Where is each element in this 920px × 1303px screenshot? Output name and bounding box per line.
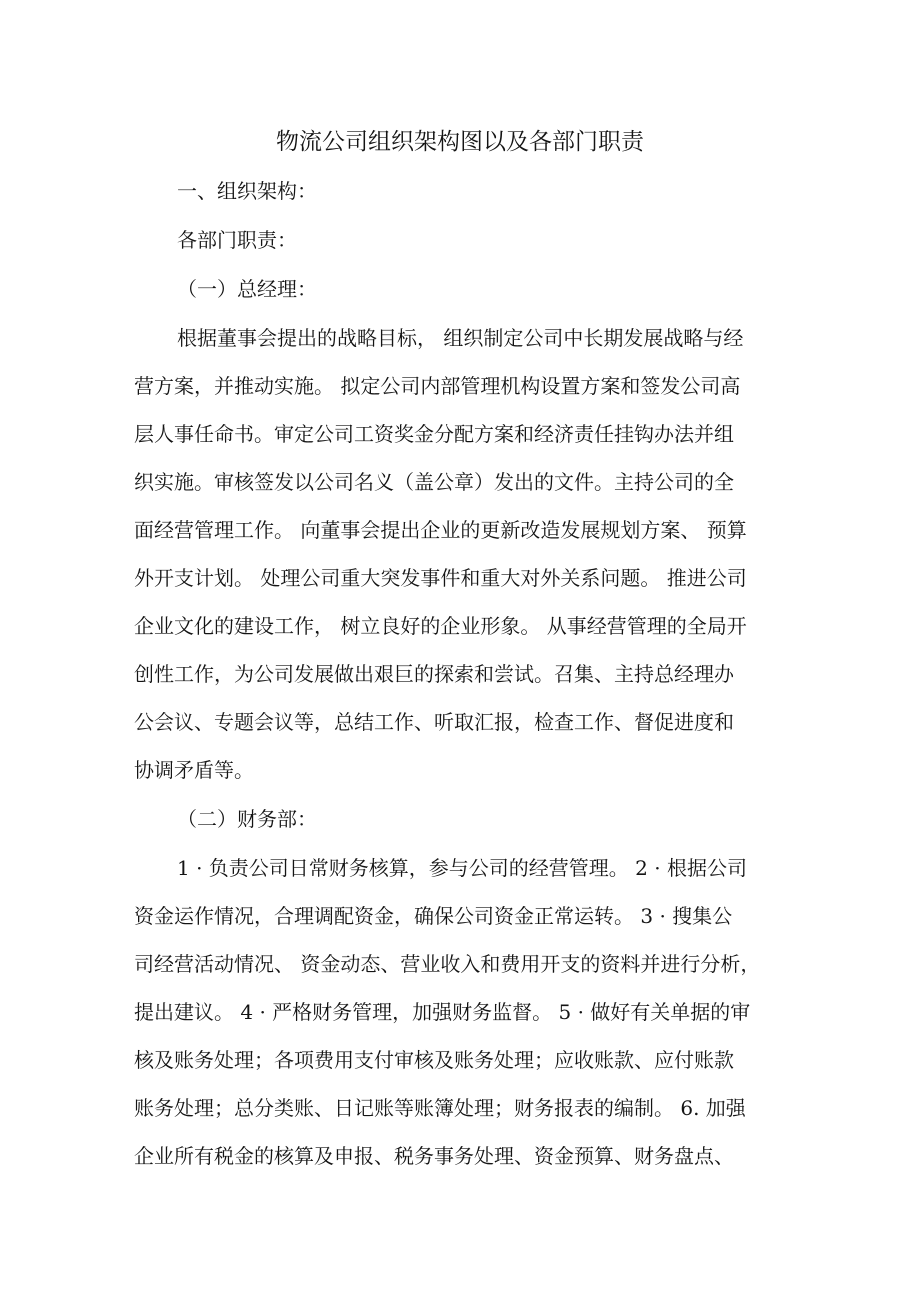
finance-paragraph-line: 资金运作情况，合理调配资金，确保公司资金正常运转。 3 · 搜集公	[134, 904, 733, 928]
finance-paragraph-line: 核及账务处理；各项费用支付审核及账务处理；应收账款、应付账款	[134, 1048, 734, 1072]
finance-paragraph-line: 提出建议。 4 · 严格财务管理，加强财务监督。 5 · 做好有关单据的审	[134, 1000, 751, 1024]
gm-paragraph-line: 外开支计划。 处理公司重大突发事件和重大对外关系问题。 推进公司	[134, 566, 747, 590]
gm-paragraph-line: 层人事任命书。审定公司工资奖金分配方案和经济责任挂钩办法并组	[134, 422, 734, 446]
finance-paragraph-line: 企业所有税金的核算及申报、税务事务处理、资金预算、财务盘点、	[134, 1144, 734, 1168]
gm-paragraph-line: 创性工作，为公司发展做出艰巨的探索和尝试。召集、主持总经理办	[134, 662, 734, 686]
gm-paragraph-line: 营方案，并推动实施。 拟定公司内部管理机构设置方案和签发公司高	[134, 374, 741, 398]
finance-paragraph-line: 账务处理；总分类账、日记账等账簿处理；财务报表的编制。 6. 加强	[134, 1096, 746, 1120]
subsection-heading-general-manager: （一）总经理：	[177, 277, 317, 301]
gm-paragraph-line: 公会议、专题会议等，总结工作、听取汇报，检查工作、督促进度和	[134, 710, 734, 734]
gm-paragraph-line: 协调矛盾等。	[134, 758, 254, 782]
gm-paragraph-line: 根据董事会提出的战略目标， 组织制定公司中长期发展战略与经	[177, 326, 744, 350]
subsection-heading-finance: （二）财务部：	[177, 807, 317, 831]
finance-paragraph-line: 司经营活动情况、 资金动态、营业收入和费用开支的资料并进行分析，	[134, 952, 761, 976]
section-heading-department-duties: 各部门职责：	[177, 228, 297, 252]
document-title: 物流公司组织架构图以及各部门职责	[276, 129, 644, 155]
gm-paragraph-line: 织实施。审核签发以公司名义（盖公章）发出的文件。主持公司的全	[134, 470, 734, 494]
section-heading-org-structure: 一、组织架构：	[177, 179, 317, 203]
gm-paragraph-line: 面经营管理工作。 向董事会提出企业的更新改造发展规划方案、 预算	[134, 518, 747, 542]
gm-paragraph-line: 企业文化的建设工作， 树立良好的企业形象。 从事经营管理的全局开	[134, 614, 747, 638]
finance-paragraph-line: 1 · 负责公司日常财务核算，参与公司的经营管理。 2 · 根据公司	[177, 856, 747, 880]
